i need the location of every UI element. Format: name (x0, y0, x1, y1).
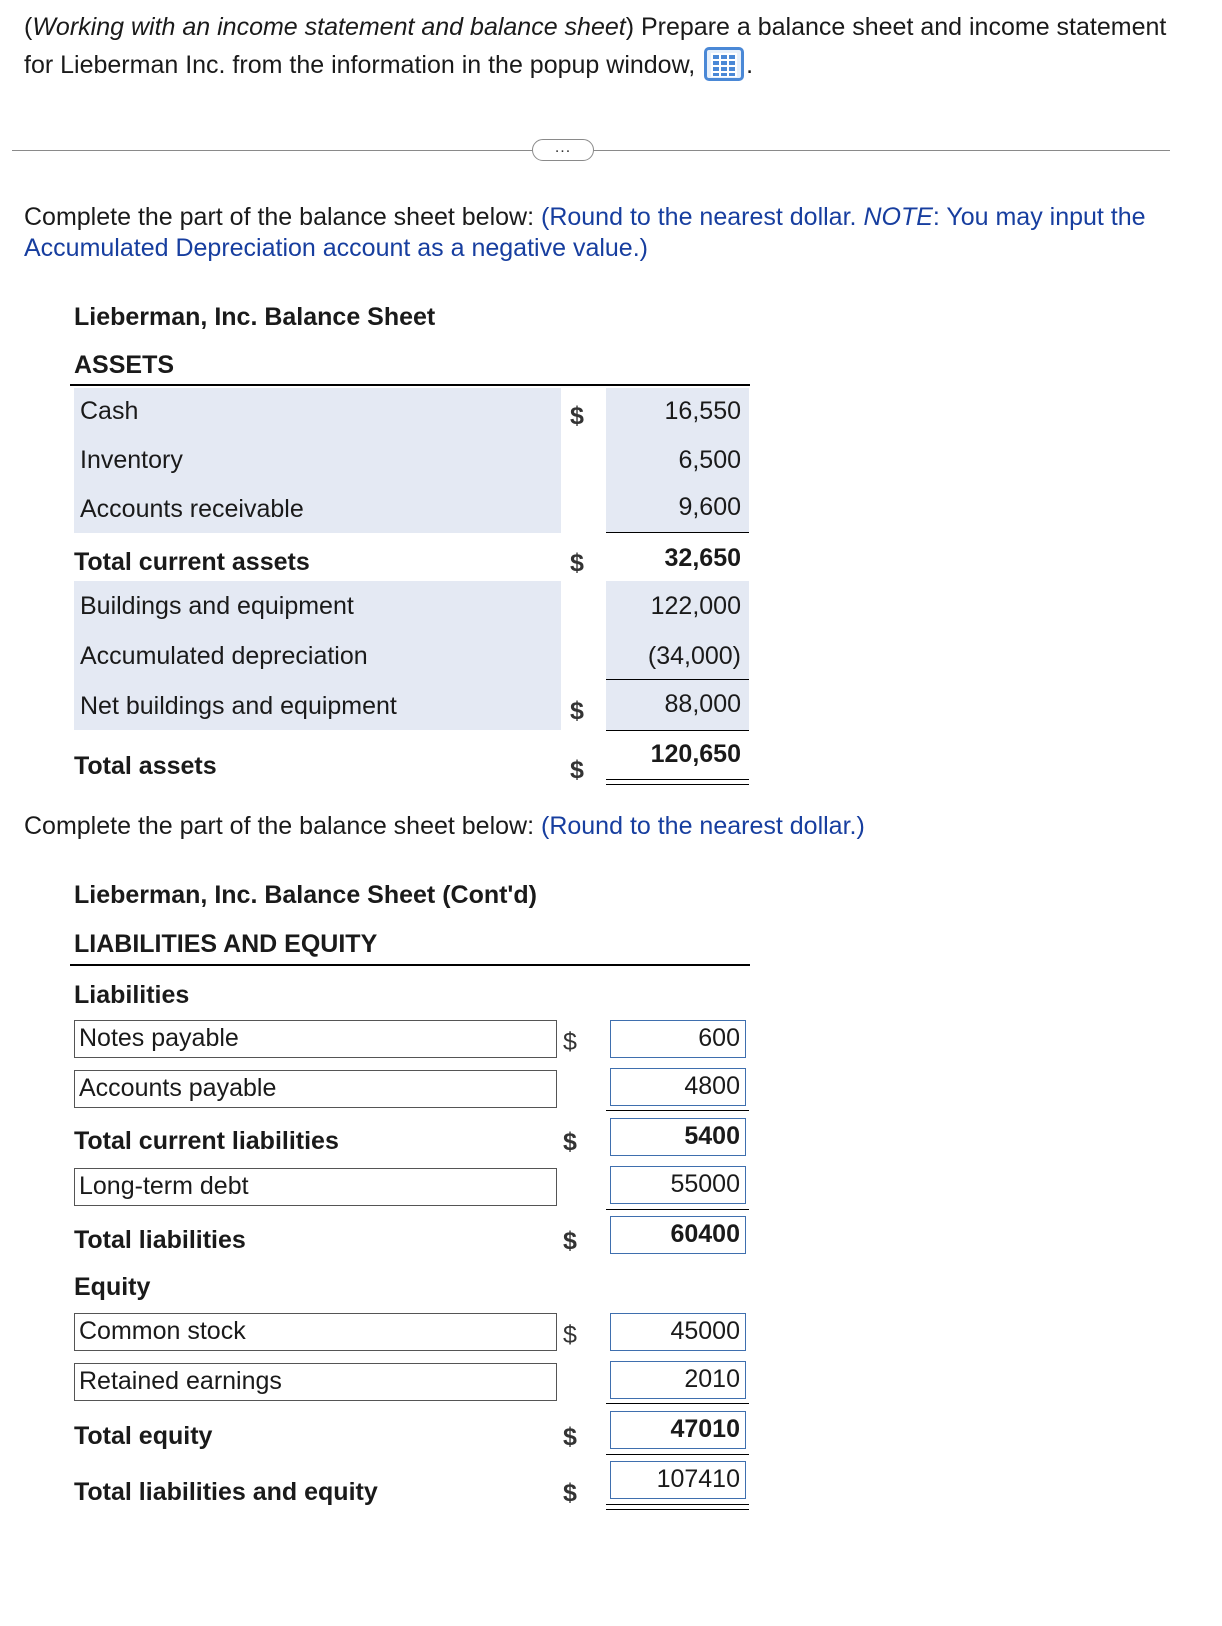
re-underline (606, 1403, 749, 1404)
instruction-assets (24, 202, 1194, 264)
retained-earnings-label[interactable]: Retained earnings (74, 1363, 557, 1401)
more-button[interactable]: ... (532, 139, 594, 161)
tl-label: Total liabilities (74, 1226, 246, 1254)
tle-label: Total liabilities and equity (74, 1478, 378, 1506)
cash-dollar: $ (570, 402, 584, 430)
tca-dollar: $ (570, 549, 584, 577)
assets-header: ASSETS (74, 351, 175, 379)
netbldg-underline (606, 730, 749, 731)
tcl-input[interactable]: 5400 (610, 1118, 746, 1156)
retained-earnings-input[interactable]: 2010 (610, 1361, 746, 1399)
intro-text: ) Prepare a balance sheet and income statement for Lieberman Inc. from the information in the popup window, (24, 13, 1167, 79)
balance-sheet-title: Lieberman, Inc. Balance Sheet (74, 303, 436, 331)
long-term-debt-input[interactable]: 55000 (610, 1166, 746, 1204)
instruction-paren-2: : You may input the Accumulated Depreciation account as a negative value.) (24, 203, 1146, 262)
instruction-note: NOTE (863, 203, 933, 231)
equity-heading: Equity (74, 1273, 151, 1301)
instruction-paren-1: (Round to the nearest dollar. (541, 203, 857, 231)
common-stock-input[interactable]: 45000 (610, 1313, 746, 1351)
cs-dollar: $ (563, 1321, 577, 1349)
intro-italic: Working with an income statement and balance sheet (32, 13, 626, 41)
tca-label: Total current assets (74, 548, 310, 576)
accounts-payable-label[interactable]: Accounts payable (74, 1070, 557, 1108)
netbldg-label: Net buildings and equipment (80, 692, 397, 720)
netbldg-value: 88,000 (664, 690, 741, 718)
total-assets-double-rule-1 (606, 779, 749, 780)
notes-payable-label[interactable]: Notes payable (74, 1020, 557, 1058)
data-table-icon[interactable] (704, 47, 744, 81)
notes-payable-input[interactable]: 600 (610, 1020, 746, 1058)
ap-underline (606, 1110, 749, 1111)
accdep-label: Accumulated depreciation (80, 642, 368, 670)
accdep-value: (34,000) (647, 642, 741, 670)
liabilities-equity-header: LIABILITIES AND EQUITY (74, 930, 378, 958)
accdep-underline (606, 679, 749, 680)
tle-double-rule-1 (606, 1504, 749, 1505)
instruction-liabilities (24, 811, 1194, 842)
tl-dollar: $ (563, 1227, 577, 1255)
inventory-label: Inventory (80, 446, 183, 474)
assets-header-rule (70, 384, 750, 386)
te-label: Total equity (74, 1422, 213, 1450)
bldg-value: 122,000 (650, 592, 741, 620)
ltd-underline (606, 1209, 749, 1210)
bldg-label: Buildings and equipment (80, 592, 354, 620)
te-input[interactable]: 47010 (610, 1411, 746, 1449)
long-term-debt-label[interactable]: Long-term debt (74, 1168, 557, 1206)
total-assets-dollar: $ (570, 756, 584, 784)
tle-input[interactable]: 107410 (610, 1461, 746, 1499)
total-assets-double-rule-2 (606, 784, 749, 785)
netbldg-dollar: $ (570, 697, 584, 725)
te-underline (606, 1454, 749, 1455)
question-intro: (Working with an income statement and balance sheet) Prepare a balance sheet and income statement for Lieberman Inc. from the information in the popup window, . (24, 13, 1167, 79)
intro-end: . (746, 51, 754, 79)
common-stock-label[interactable]: Common stock (74, 1313, 557, 1351)
notes-dollar: $ (563, 1028, 577, 1056)
cash-label: Cash (80, 397, 139, 425)
instruction2-lead: Complete the part of the balance sheet below: (24, 812, 535, 840)
ar-underline (606, 532, 749, 533)
tl-input[interactable]: 60400 (610, 1216, 746, 1254)
tle-dollar: $ (563, 1479, 577, 1507)
total-assets-value: 120,650 (650, 740, 741, 768)
total-assets-label: Total assets (74, 752, 217, 780)
inventory-value: 6,500 (678, 446, 741, 474)
liabilities-heading: Liabilities (74, 981, 190, 1009)
ar-label: Accounts receivable (80, 495, 304, 523)
ar-value: 9,600 (678, 493, 741, 521)
cash-value: 16,550 (664, 397, 741, 425)
te-dollar: $ (563, 1423, 577, 1451)
instruction-lead: Complete the part of the balance sheet below: (24, 203, 535, 231)
accounts-payable-input[interactable]: 4800 (610, 1068, 746, 1106)
tcl-label: Total current liabilities (74, 1127, 339, 1155)
tcl-dollar: $ (563, 1128, 577, 1156)
tle-double-rule-2 (606, 1509, 749, 1510)
tca-value: 32,650 (664, 544, 741, 572)
balance-sheet-cont-title: Lieberman, Inc. Balance Sheet (Cont'd) (74, 881, 537, 909)
liabilities-header-rule (70, 964, 750, 966)
instruction2-paren: (Round to the nearest dollar.) (541, 812, 865, 840)
